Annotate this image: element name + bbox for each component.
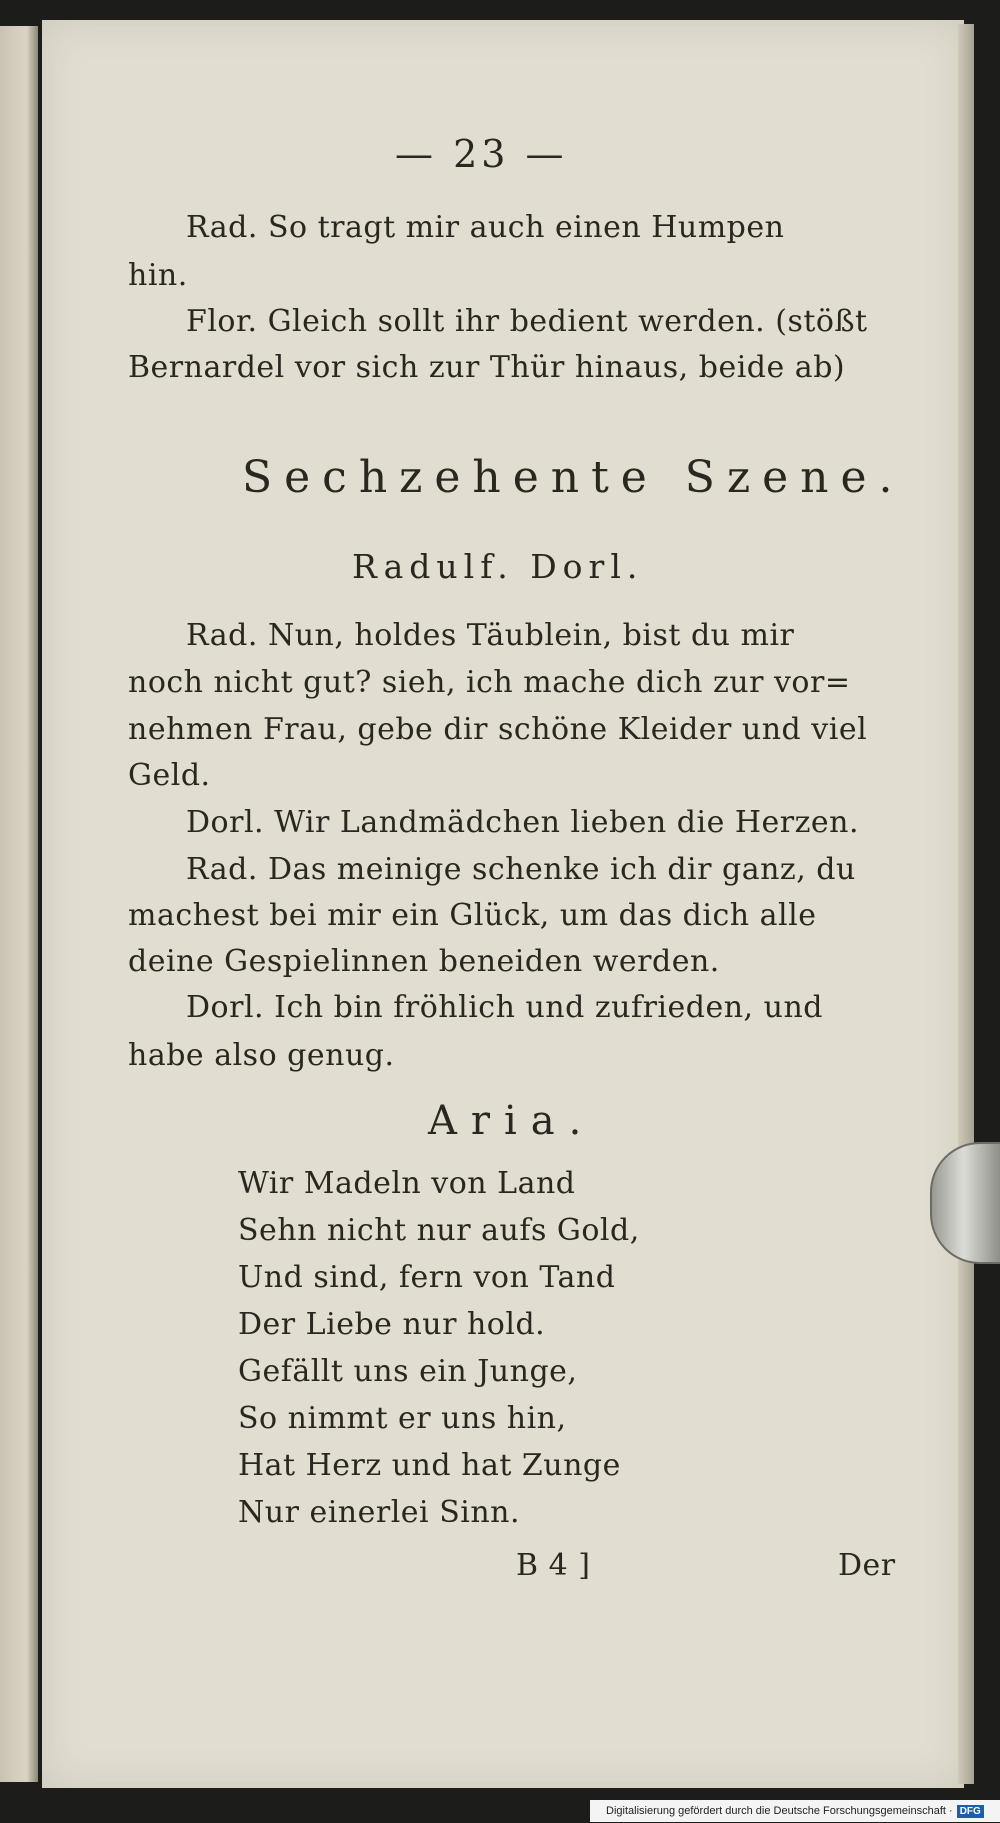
credit-text: Digitalisierung gefördert durch die Deutsche Forschungsgemeinschaft · [606,1805,953,1817]
text-line: deine Gespielinnen beneiden werden. [128,944,720,979]
text-line: Dorl. Wir Landmädchen lieben die Herzen. [186,805,860,840]
text-line: machest bei mir ein Glück, um das dich alle [128,898,817,933]
page-clip [930,1142,1000,1264]
signature-mark: B 4 ] [516,1548,591,1583]
aria-line: Nur einerlei Sinn. [238,1495,521,1530]
text-line: Flor. Gleich sollt ihr bedient werden. (stößt [186,304,868,339]
dfg-logo: DFG [957,1805,984,1818]
aria-line: Wir Madeln von Land [238,1166,576,1201]
aria-line: Hat Herz und hat Zunge [238,1448,621,1483]
facing-page-edge [0,26,38,1782]
page-number: — 23 — [395,132,568,176]
text-line: Rad. So tragt mir auch einen Humpen [186,210,785,245]
text-line: hin. [128,258,188,293]
text-line: Rad. Das meinige schenke ich dir ganz, du [186,852,856,887]
aria-line: Der Liebe nur hold. [238,1307,546,1342]
text-line: nehmen Frau, gebe dir schöne Kleider und viel [128,712,868,747]
text-line: Rad. Nun, holdes Täublein, bist du mir [186,618,795,653]
aria-line: So nimmt er uns hin, [238,1401,567,1436]
text-line: noch nicht gut? sieh, ich mache dich zur vor= [128,665,851,700]
text-line: Dorl. Ich bin fröhlich und zufrieden, und [186,990,823,1025]
digitization-credit [590,1800,1000,1822]
aria-title: Aria. [428,1098,596,1144]
text-line: habe also genug. [128,1038,395,1073]
text-line: Bernardel vor sich zur Thür hinaus, beide ab) [128,350,846,385]
aria-line: Gefällt uns ein Junge, [238,1354,578,1389]
page-edge-shadow [958,24,974,1784]
aria-line: Sehn nicht nur aufs Gold, [238,1213,640,1248]
aria-line: Und sind, fern von Tand [238,1260,616,1295]
scene-characters: Radulf. Dorl. [352,547,644,586]
text-line: Geld. [128,758,211,793]
catchword: Der [838,1548,896,1583]
scene-heading: Sechzehente Szene. [242,452,905,503]
